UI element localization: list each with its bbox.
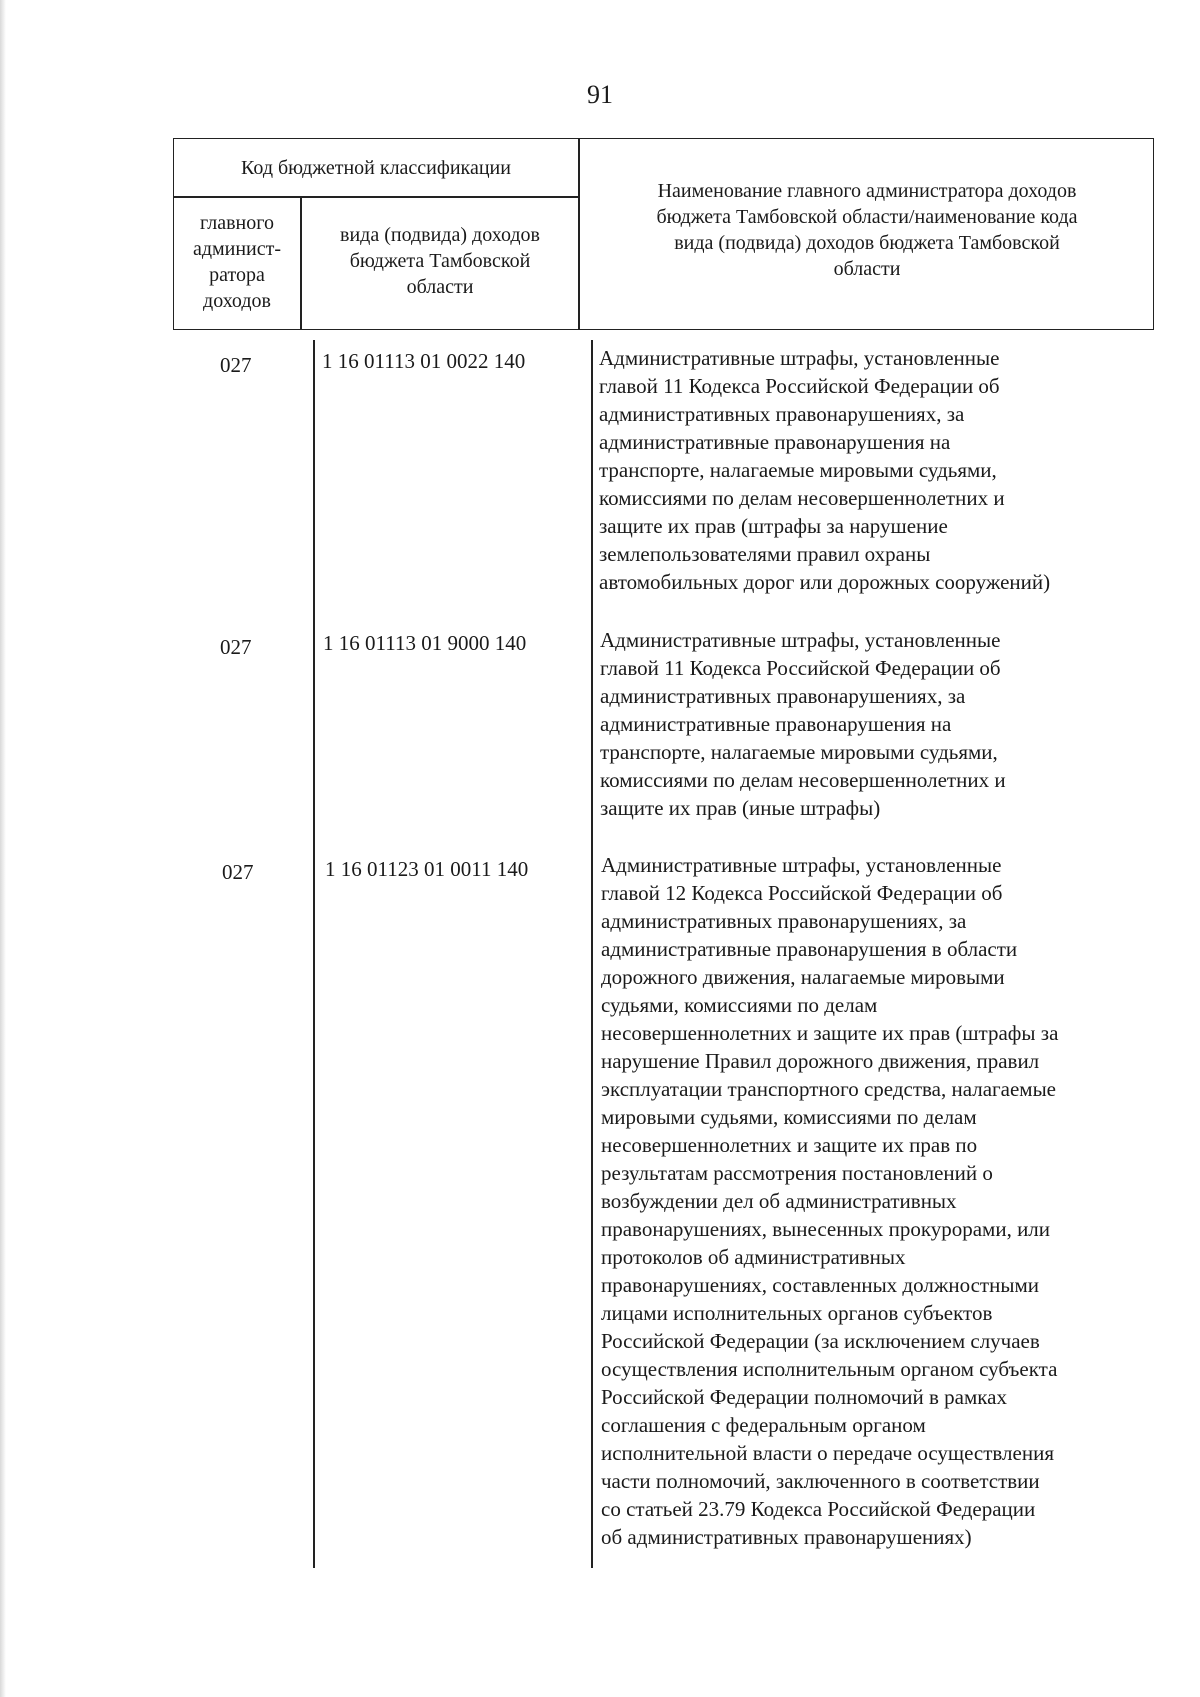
row-3-income-code: 1 16 01123 01 0011 140	[325, 857, 529, 881]
header-col-name: Наименование главного администратора доходов бюджета Тамбовской области/наименование кода вида (подвида) доходов бюджета Тамбовской области	[656, 180, 1078, 280]
header-col-admin: главного админист- ратора доходов	[192, 212, 282, 312]
header-group-label: Код бюджетной классификации	[241, 157, 511, 179]
row-3-description: Административные штрафы, установленные главой 12 Кодекса Российской Федерации об административных правонарушениях, за административные правонарушения в области дорожного движения, налагаемые мировыми судьями, комиссиями по делам несовершеннолетних и защите их прав (штрафы за нарушение Правил дорожного движения, правил эксплуатации транспортного средства, налагаемые мировыми судьями, комиссиями по делам несовершеннолетних и защите их прав по результатам рассмотрения постановлений о возбуждении дел об административных правонарушениях, вынесенных прокурорами, или протоколов об административных правонарушениях, составленных должностными лицами исполнительных органов субъектов Российской Федерации (за исключением случаев осуществления исполнительным органом субъекта Российской Федерации полномочий в рамках соглашения с федеральным органом исполнительной власти о передаче осуществления части полномочий, заключенного в соответствии со статьей 23.79 Кодекса Российской Федерации об административных правонарушениях)	[601, 853, 1059, 1549]
row-1-description: Административные штрафы, установленные главой 11 Кодекса Российской Федерации об административных правонарушениях, за административные правонарушения на транспорте, налагаемые мировыми судьями, комиссиями по делам несовершеннолетних и защите их прав (штрафы за нарушение землепользователями правил охраны автомобильных дорог или дорожных сооружений)	[599, 346, 1051, 594]
scan-edge-shadow	[0, 0, 6, 1697]
row-1-admin-code: 027	[220, 353, 252, 377]
row-2-description: Административные штрафы, установленные главой 11 Кодекса Российской Федерации об административных правонарушениях, за административные правонарушения на транспорте, налагаемые мировыми судьями, комиссиями по делам несовершеннолетних и защите их прав (иные штрафы)	[600, 628, 1006, 820]
body-divider-main	[591, 340, 593, 1568]
row-2-income-code: 1 16 01113 01 9000 140	[323, 631, 527, 655]
body-divider-codes	[313, 340, 315, 1568]
header-group-underline	[173, 196, 579, 198]
row-3-admin-code: 027	[222, 860, 254, 884]
page-number: 91	[587, 80, 613, 109]
row-2-admin-code: 027	[220, 635, 252, 659]
row-1-income-code: 1 16 01113 01 0022 140	[322, 349, 526, 373]
header-col-code: вида (подвида) доходов бюджета Тамбовской области	[340, 224, 540, 298]
